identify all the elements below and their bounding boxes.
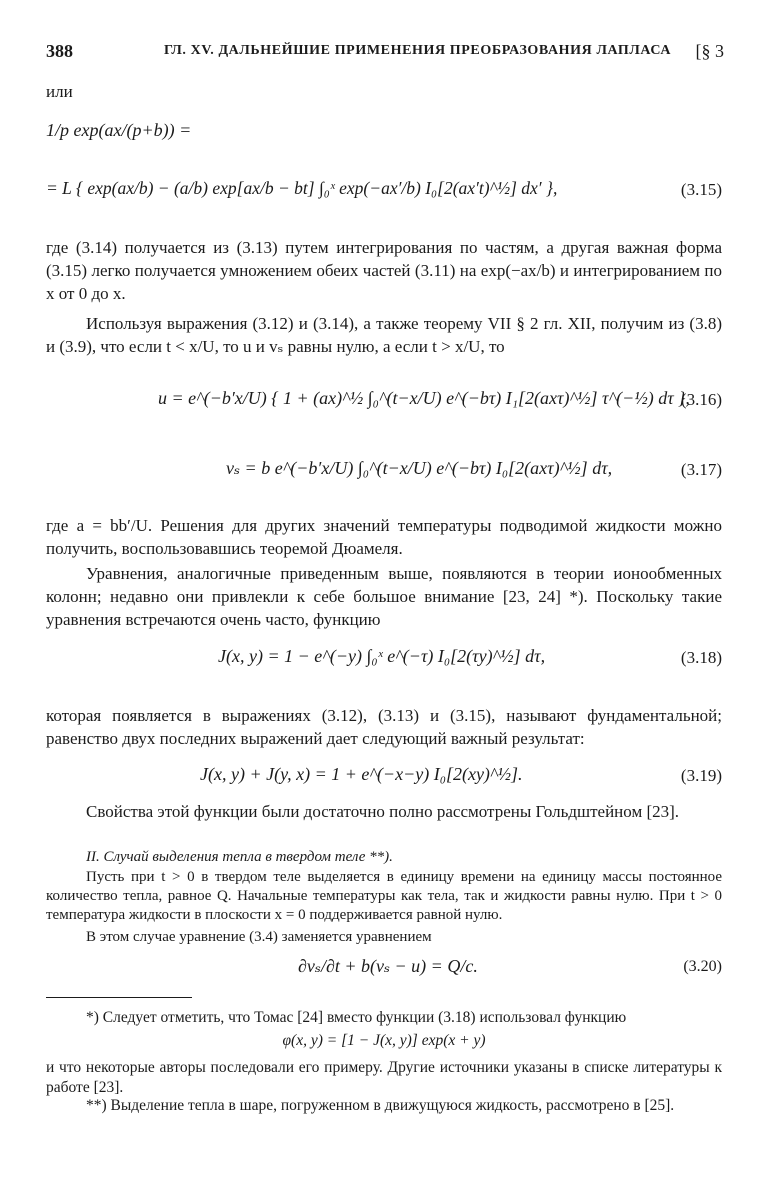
footnote-2: **) Выделение тепла в шаре, погруженном в движущуюся жидкость, рассмотрено в [25]. bbox=[86, 1097, 675, 1114]
equation-3-15-body: = L { exp(ax/b) − (a/b) exp[ax/b − bt] ∫₀ˣ exp(−ax′/b) I₀[2(ax′t)^½] dx′ }, bbox=[46, 178, 558, 198]
equation-3-15-lhs: 1/p exp(ax/(p+b)) = bbox=[46, 120, 192, 140]
paragraph-6: Свойства этой функции были достаточно полно рассмотрены Гольдштейном [23]. bbox=[86, 802, 680, 821]
equation-3-19 bbox=[46, 764, 722, 794]
equation-3-18-number: (3.18) bbox=[680, 648, 722, 667]
equation-3-20-number: (3.20) bbox=[683, 958, 722, 975]
equation-3-18 bbox=[46, 646, 722, 676]
equation-3-15 bbox=[46, 178, 722, 208]
equation-3-15-number: (3.15) bbox=[680, 180, 722, 199]
equation-3-20 bbox=[46, 956, 722, 986]
equation-3-17-number: (3.17) bbox=[680, 460, 722, 479]
word-ili: или bbox=[46, 82, 73, 101]
running-title: ГЛ. XV. ДАЛЬНЕЙШИЕ ПРИМЕНЕНИЯ ПРЕОБРАЗОВАНИЯ ЛАПЛАСА bbox=[164, 43, 672, 58]
equation-3-16-number: (3.16) bbox=[680, 390, 722, 409]
equation-3-19-body: J(x, y) + J(y, x) = 1 + e^(−x−y) I₀[2(xy)^½]. bbox=[200, 764, 523, 784]
footnote-1-continuation: и что некоторые авторы последовали его примеру. Другие источники указаны в списке литературы к работе [23]. bbox=[46, 1059, 722, 1096]
paragraph-3: где a = bb′/U. Решения для других значений температуры подводимой жидкости можно получить, воспользовавшись теоремой Дюамеля. bbox=[46, 516, 722, 558]
section-marker: [§ 3 bbox=[695, 41, 724, 61]
equation-3-19-number: (3.19) bbox=[680, 766, 722, 785]
equation-3-17-body: vₛ = b e^(−b′x/U) ∫₀^(t−x/U) e^(−bτ) I₀[2(axτ)^½] dτ, bbox=[226, 458, 613, 478]
equation-3-20-body: ∂vₛ/∂t + b(vₛ − u) = Q/c. bbox=[298, 956, 478, 976]
paragraph-5: которая появляется в выражениях (3.12), (3.13) и (3.15), называют фундаментальной; равенство двух последних выражений дает следующий важный результат: bbox=[46, 706, 722, 748]
paragraph-8: В этом случае уравнение (3.4) заменяется уравнением bbox=[86, 929, 432, 945]
section-2-title: II. Случай выделения тепла в твердом теле **). bbox=[86, 849, 393, 865]
equation-3-16-body: u = e^(−b′x/U) { 1 + (ax)^½ ∫₀^(t−x/U) e^(−bτ) I₁[2(axτ)^½] τ^(−½) dτ }, bbox=[158, 388, 690, 408]
equation-3-16 bbox=[46, 388, 722, 418]
equation-3-17 bbox=[46, 458, 722, 488]
paragraph-7: Пусть при t > 0 в твердом теле выделяется в единицу времени на единицу массы постоянное количество тепла, равное Q. Начальные температуры как тела, так и жидкости равны нулю. При t > 0 температура жидкости в плоскости x = 0 поддерживается равной нулю. bbox=[46, 869, 722, 923]
footnote-1: *) Следует отметить, что Томас [24] вместо функции (3.18) использовал функцию bbox=[86, 1009, 627, 1026]
equation-3-15-line1 bbox=[46, 120, 722, 150]
footnote-divider bbox=[46, 997, 192, 998]
equation-3-18-body: J(x, y) = 1 − e^(−y) ∫₀ˣ e^(−τ) I₀[2(τy)^½] dτ, bbox=[218, 646, 546, 666]
running-header bbox=[46, 41, 724, 65]
paragraph-2: Используя выражения (3.12) и (3.14), а также теорему VII § 2 гл. XII, получим из (3.8) и (3.9), что если t < x/U, то u и vₛ равны нулю, а если t > x/U, то bbox=[46, 314, 722, 356]
paragraph-1: где (3.14) получается из (3.13) путем интегрирования по частям, а другая важная форма (3.15) легко получается умножением обеих частей (3.11) на exp(−ax/b) и интегрированием по x от 0 до x. bbox=[46, 238, 722, 303]
paragraph-4: Уравнения, аналогичные приведенным выше, появляются в теории ионообменных колонн; недавно они привлекли к себе большое внимание [23, 24] *). Поскольку такие уравнения встречаются очень часто, функцию bbox=[46, 564, 722, 629]
footnote-1-equation: φ(x, y) = [1 − J(x, y)] exp(x + y) bbox=[282, 1032, 486, 1049]
page-number: 388 bbox=[46, 41, 73, 61]
